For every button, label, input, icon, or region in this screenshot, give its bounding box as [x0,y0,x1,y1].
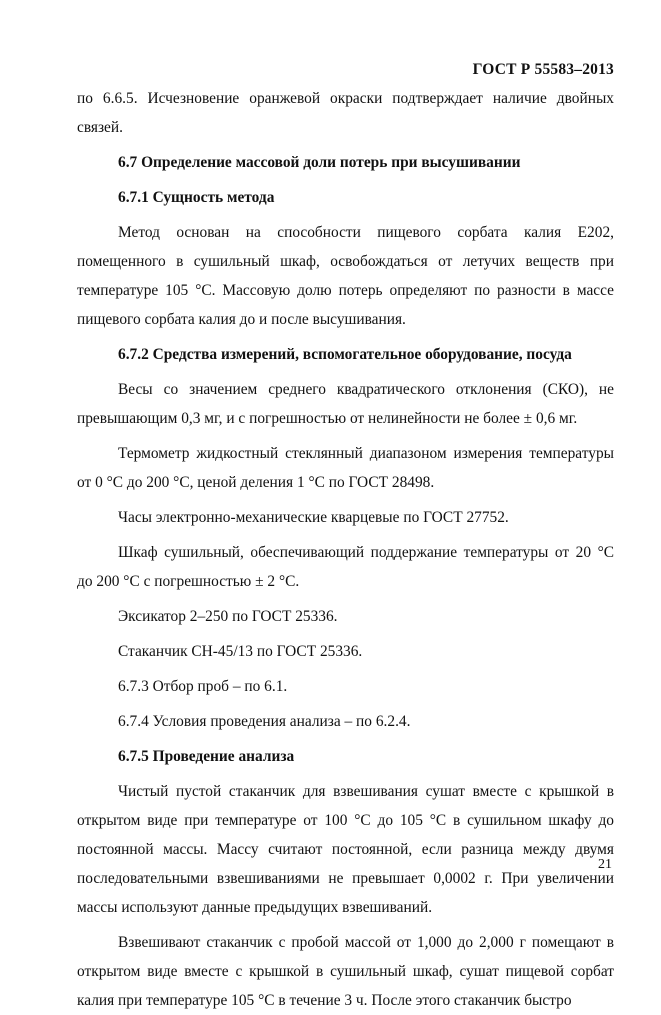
document-header: ГОСТ Р 55583–2013 [472,61,614,78]
paragraph-sample-drying: Взвешивают стаканчик с пробой массой от 1,000 до 2,000 г помещают в открытом виде вместе с крышкой в сушильный шкаф, сушат пищевой сорбат калия при температуре 105 °С в течение 3 ч. После этого стаканчик быстро [77,934,614,1009]
section-heading-6-7: 6.7 Определение массовой доли потерь при высушивании [118,154,521,171]
page-number: 21 [598,857,612,872]
paragraph-weighing-bottle: Стаканчик СН-45/13 по ГОСТ 25336. [118,643,363,660]
paragraph-method-essence: Метод основан на способности пищевого сорбата калия Е202, помещенного в сушильный шкаф, освобождаться от летучих веществ при температуре 105 °С. Массовую долю потерь определяют по разности в массе пищевого сорбата калия до и после высушивания. [77,224,614,328]
paragraph-clock: Часы электронно-механические кварцевые по ГОСТ 27752. [118,509,509,526]
section-6-7-3-sampling: 6.7.3 Отбор проб – по 6.1. [118,678,288,695]
section-heading-6-7-5: 6.7.5 Проведение анализа [118,748,295,765]
paragraph-thermometer: Термометр жидкостный стеклянный диапазоном измерения температуры от 0 °С до 200 °С, ценой деления 1 °С по ГОСТ 28498. [77,445,614,491]
paragraph-scales: Весы со значением среднего квадратического отклонения (СКО), не превышающим 0,3 мг, и с погрешностью от нелинейности не более ± 0,6 мг. [77,381,614,427]
document-body [77,84,614,1015]
section-heading-6-7-2: 6.7.2 Средства измерений, вспомогательное оборудование, посуда [118,346,572,363]
paragraph-desiccator: Эксикатор 2–250 по ГОСТ 25336. [118,608,338,625]
paragraph-continuation: по 6.6.5. Исчезновение оранжевой окраски подтверждает наличие двойных связей. [77,90,614,136]
section-heading-6-7-1: 6.7.1 Сущность метода [118,189,275,206]
paragraph-drying-oven: Шкаф сушильный, обеспечивающий поддержание температуры от 20 °С до 200 °С с погрешностью ± 2 °С. [77,544,614,590]
paragraph-empty-bottle-drying: Чистый пустой стаканчик для взвешивания сушат вместе с крышкой в открытом виде при температуре от 100 °С до 105 °С в сушильном шкафу до постоянной массы. Массу считают постоянной, если разница между двумя последовательными взвешиваниями не превышает 0,0002 г. При увеличении массы используют данные предыдущих взвешиваний. [77,783,614,916]
section-6-7-4-conditions: 6.7.4 Условия проведения анализа – по 6.2.4. [118,713,411,730]
